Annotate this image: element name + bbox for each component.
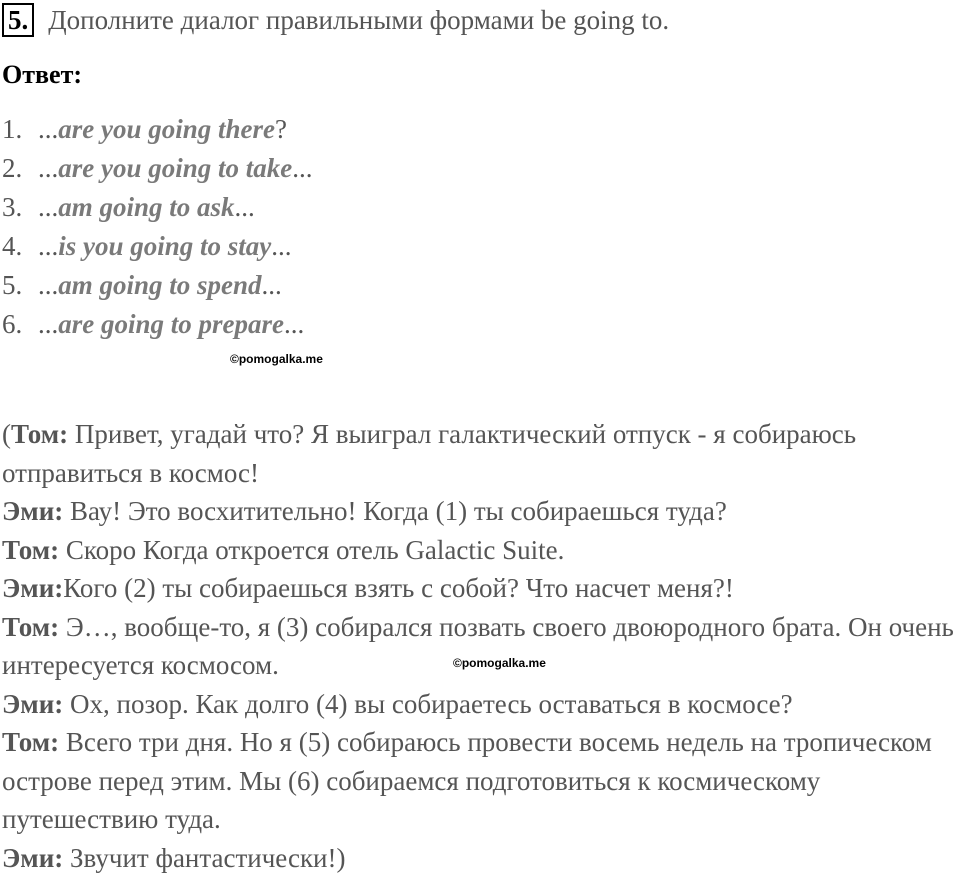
answer-text: is you going to stay bbox=[58, 231, 271, 261]
dialogue-line bbox=[2, 608, 960, 685]
answer-text: am going to spend bbox=[58, 270, 261, 300]
dialogue-text: Кого (2) ты собираешься взять с собой? Что насчет меня?! bbox=[63, 573, 734, 603]
dialogue-text: Э…, вообще-то, я (3) собирался позвать своего двоюродного брата. Он очень интересуется космосом. bbox=[2, 612, 954, 681]
answer-item bbox=[2, 305, 313, 344]
dialogue-text: Скоро Когда откроется отель Galactic Suite. bbox=[59, 535, 564, 565]
answer-number: 1. bbox=[2, 110, 38, 149]
answer-suffix: ... bbox=[284, 309, 304, 339]
dialogue-line bbox=[2, 531, 960, 570]
answer-prefix: ... bbox=[38, 270, 58, 300]
speaker-name: Эми: bbox=[2, 496, 63, 526]
answer-suffix: ... bbox=[271, 231, 291, 261]
answer-number: 5. bbox=[2, 266, 38, 305]
speaker-name: Том: bbox=[2, 612, 59, 642]
speaker-name: Том: bbox=[11, 419, 68, 449]
answer-text: are going to prepare bbox=[58, 309, 284, 339]
answer-suffix: ... bbox=[262, 270, 282, 300]
answer-prefix: ... bbox=[38, 231, 58, 261]
answer-prefix: ... bbox=[38, 153, 58, 183]
answer-item bbox=[2, 266, 313, 305]
speaker-name: Том: bbox=[2, 727, 59, 757]
speaker-name: Том: bbox=[2, 535, 59, 565]
task-instruction: Дополните диалог правильными формами be going to. bbox=[48, 5, 669, 36]
answer-item bbox=[2, 149, 313, 188]
dialogue-prefix: ( bbox=[2, 419, 11, 449]
watermark: ©pomogalka.me bbox=[453, 656, 546, 670]
answer-prefix: ... bbox=[38, 192, 58, 222]
dialogue-text: Привет, угадай что? Я выиграл галактический отпуск - я собираюсь отправиться в космос! bbox=[2, 419, 856, 488]
answer-number: 6. bbox=[2, 305, 38, 344]
answer-item bbox=[2, 188, 313, 227]
answer-suffix: ... bbox=[292, 153, 312, 183]
speaker-name: Эми: bbox=[2, 573, 63, 603]
dialogue-line bbox=[2, 685, 960, 724]
answer-text: am going to ask bbox=[58, 192, 234, 222]
dialogue-line bbox=[2, 492, 960, 531]
answer-text: are you going there bbox=[58, 114, 275, 144]
task-header bbox=[2, 3, 669, 37]
answer-item bbox=[2, 227, 313, 266]
answer-number: 3. bbox=[2, 188, 38, 227]
dialogue-text: Всего три дня. Но я (5) собираюсь провести восемь недель на тропическом острове перед этим. Мы (6) собираемся подготовиться к космическому путешествию туда. bbox=[2, 727, 932, 834]
dialogue-text: Вау! Это восхитительно! Когда (1) ты собираешься туда? bbox=[63, 496, 727, 526]
dialogue-line bbox=[2, 569, 960, 608]
answer-number: 4. bbox=[2, 227, 38, 266]
answer-prefix: ... bbox=[38, 309, 58, 339]
answer-prefix: ... bbox=[38, 114, 58, 144]
answer-item bbox=[2, 110, 313, 149]
dialogue-line bbox=[2, 415, 960, 492]
answer-number: 2. bbox=[2, 149, 38, 188]
answer-suffix: ? bbox=[275, 114, 287, 144]
dialogue-text: Ох, позор. Как долго (4) вы собираетесь оставаться в космосе? bbox=[63, 689, 792, 719]
dialogue-text: Звучит фантастически!) bbox=[63, 843, 345, 873]
dialogue bbox=[2, 415, 960, 877]
answer-suffix: ... bbox=[235, 192, 255, 222]
dialogue-line bbox=[2, 723, 960, 839]
speaker-name: Эми: bbox=[2, 689, 63, 719]
dialogue-line bbox=[2, 839, 960, 877]
answer-list bbox=[2, 110, 313, 344]
answer-heading: Ответ: bbox=[2, 60, 82, 90]
watermark: ©pomogalka.me bbox=[230, 352, 323, 366]
answer-text: are you going to take bbox=[58, 153, 292, 183]
speaker-name: Эми: bbox=[2, 843, 63, 873]
task-number: 5. bbox=[2, 3, 34, 37]
